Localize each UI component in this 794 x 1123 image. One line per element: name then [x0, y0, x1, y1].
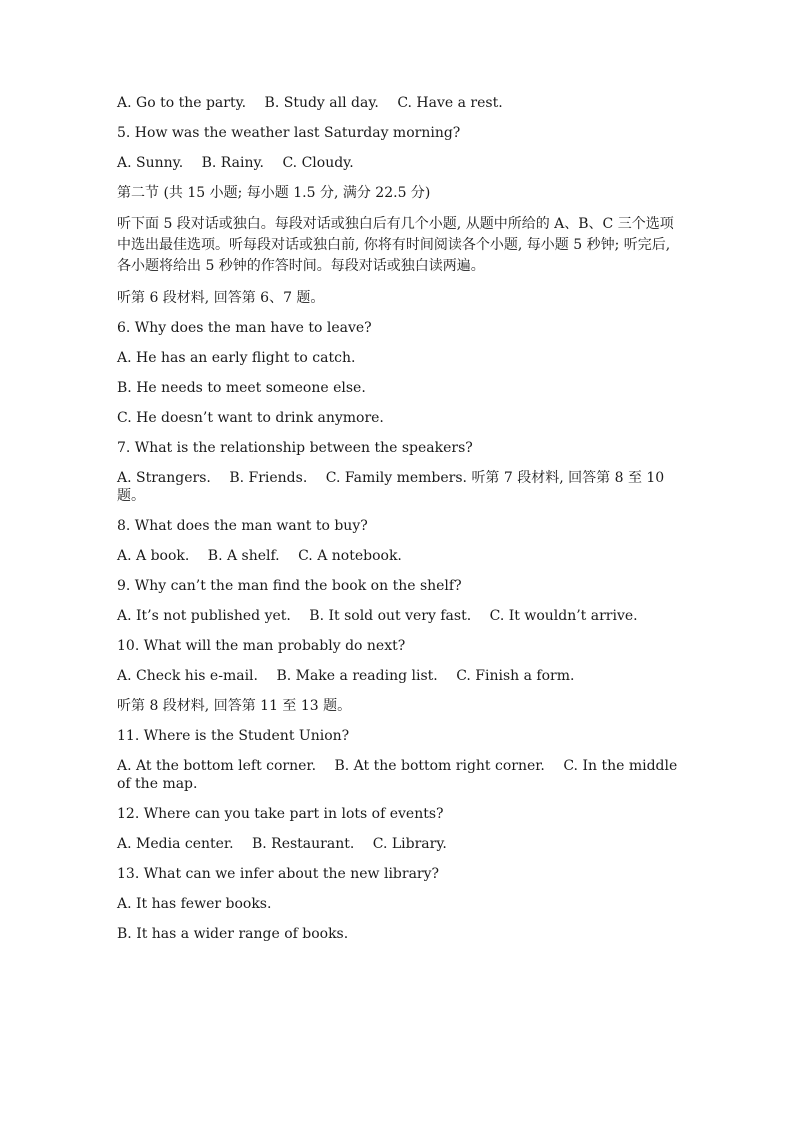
option-b: B. Study all day.	[264, 95, 379, 111]
material-6-heading: 听第 6 段材料, 回答第 6、7 题。	[117, 290, 325, 306]
q13-option-a: A. It has fewer books.	[117, 896, 272, 912]
q7-options	[117, 469, 683, 505]
option-c: C. Cloudy.	[282, 155, 354, 171]
option-a: A. Media center.	[117, 836, 234, 852]
option-b: B. At the bottom right corner.	[334, 758, 545, 774]
q11-options	[117, 757, 683, 793]
q10-options	[117, 667, 683, 685]
option-c: C. Library.	[372, 836, 447, 852]
question-10: 10. What will the man probably do next?	[117, 638, 406, 654]
option-b: B. A shelf.	[207, 548, 280, 564]
option-c: C. It wouldn’t arrive.	[489, 608, 638, 624]
q6-option-b: B. He needs to meet someone else.	[117, 380, 366, 396]
option-c: C. Family members.	[325, 470, 467, 486]
q8-options	[117, 547, 683, 565]
option-a: A. Sunny.	[117, 155, 184, 171]
question-13: 13. What can we infer about the new library?	[117, 866, 440, 882]
section-heading: 第二节 (共 15 小题; 每小题 1.5 分, 满分 22.5 分)	[117, 185, 431, 201]
material-8-heading: 听第 8 段材料, 回答第 11 至 13 题。	[117, 698, 352, 714]
exam-page	[117, 94, 683, 955]
question-9: 9. Why can’t the man find the book on the shelf?	[117, 578, 462, 594]
option-b: B. Friends.	[229, 470, 308, 486]
option-c: C. Finish a form.	[456, 668, 575, 684]
option-a: A. A book.	[117, 548, 190, 564]
question-11: 11. Where is the Student Union?	[117, 728, 350, 744]
option-b: B. Make a reading list.	[276, 668, 438, 684]
section-instructions: 听下面 5 段对话或独白。每段对话或独白后有几个小题, 从题中所给的 A、B、C 三个选项中选出最佳选项。听每段对话或独白前, 你将有时间阅读各个小题, 每小题 5 秒钟; 听完后, 各小题将给出 5 秒钟的作答时间。每段对话或独白读两遍。	[117, 216, 674, 274]
question-7: 7. What is the relationship between the speakers?	[117, 440, 473, 456]
option-a: A. Strangers.	[117, 470, 211, 486]
option-a: A. Check his e-mail.	[117, 668, 258, 684]
question-5: 5. How was the weather last Saturday morning?	[117, 125, 461, 141]
question-6: 6. Why does the man have to leave?	[117, 320, 372, 336]
option-a: A. At the bottom left corner.	[117, 758, 317, 774]
option-b: B. Rainy.	[201, 155, 265, 171]
option-c: C. Have a rest.	[397, 95, 503, 111]
q6-option-c: C. He doesn’t want to drink anymore.	[117, 410, 384, 426]
option-a: A. Go to the party.	[117, 95, 247, 111]
q5-options	[117, 154, 683, 172]
question-8: 8. What does the man want to buy?	[117, 518, 368, 534]
material-7-heading: 听第 7 段材料, 回答第 8 至 10 题。	[117, 470, 665, 504]
q13-option-b: B. It has a wider range of books.	[117, 926, 349, 942]
option-c: C. A notebook.	[298, 548, 402, 564]
option-b: B. Restaurant.	[251, 836, 355, 852]
question-12: 12. Where can you take part in lots of events?	[117, 806, 444, 822]
q6-option-a: A. He has an early flight to catch.	[117, 350, 356, 366]
q4-options	[117, 94, 683, 112]
q12-options	[117, 835, 683, 853]
option-b: B. It sold out very fast.	[309, 608, 472, 624]
option-a: A. It’s not published yet.	[117, 608, 291, 624]
q9-options	[117, 607, 683, 625]
option-c: C. In the middle of the map.	[117, 758, 678, 792]
